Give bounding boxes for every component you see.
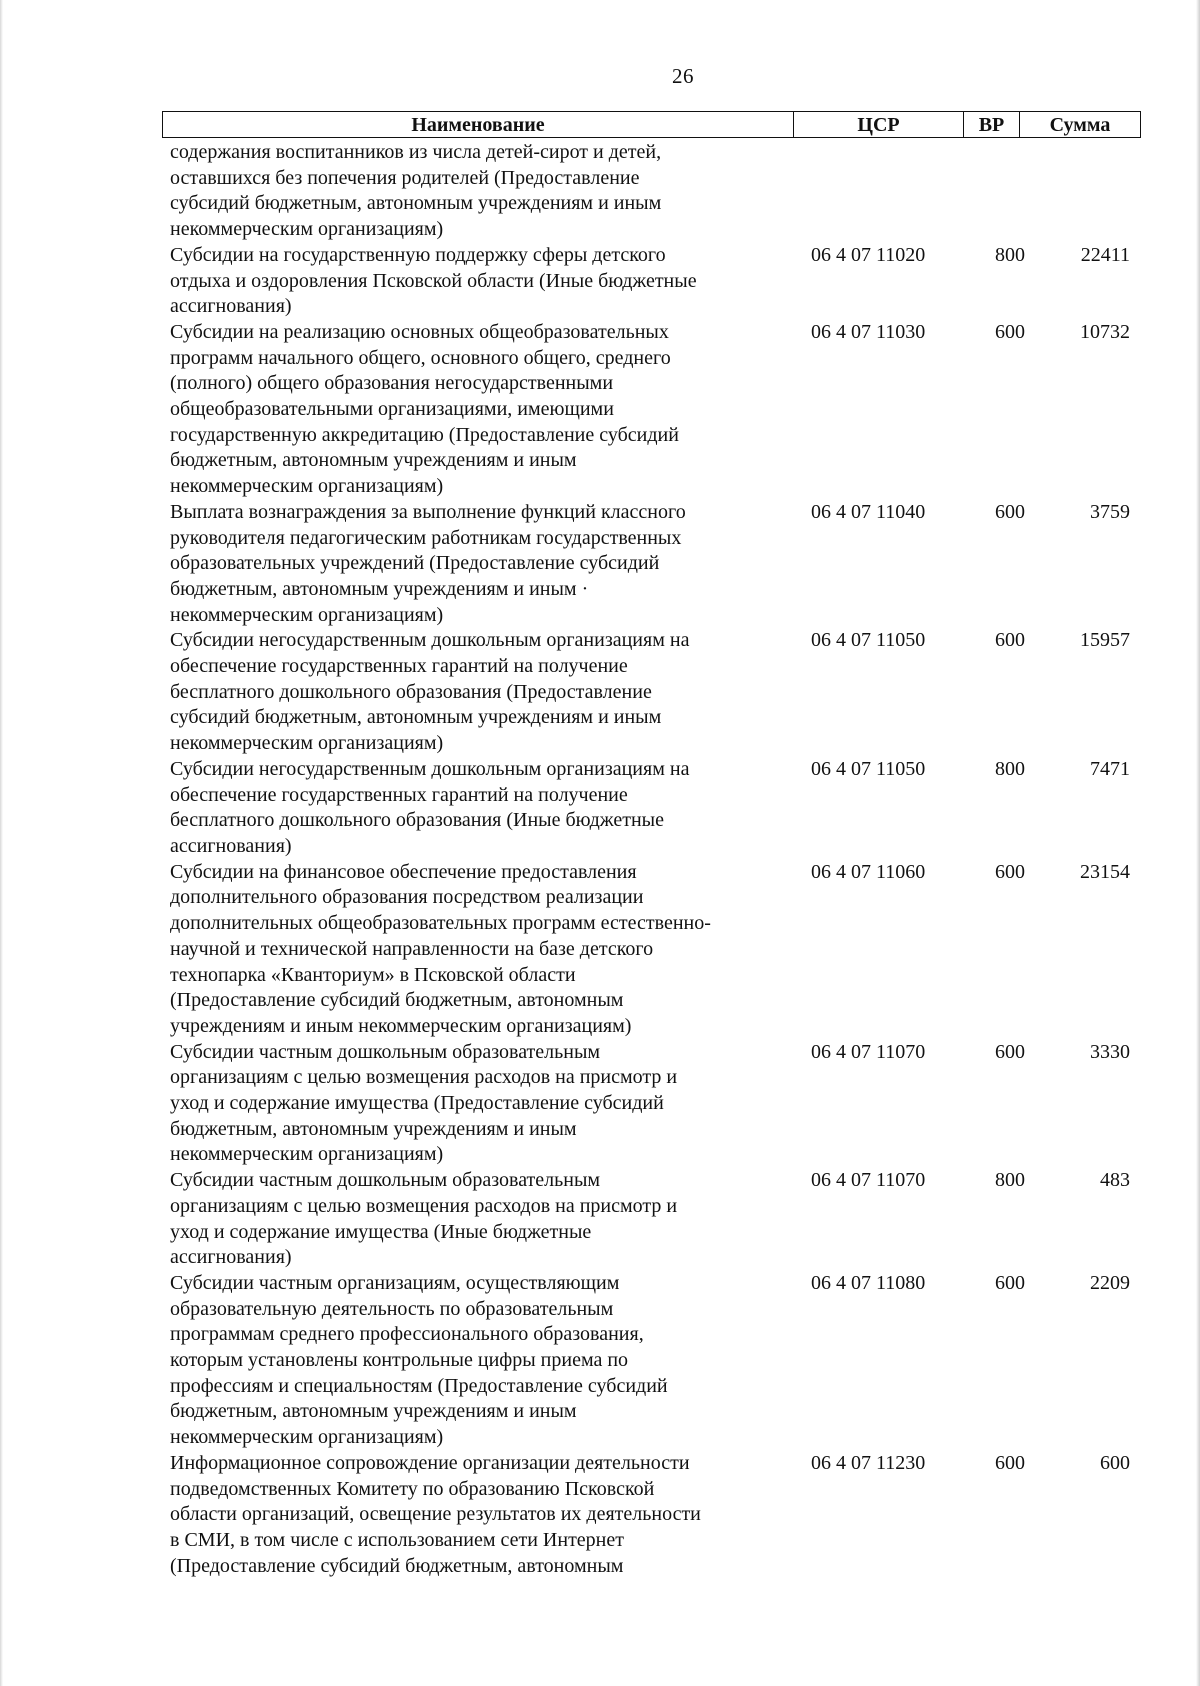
header-csr: ЦСР [794,112,964,137]
table-header [162,111,1141,138]
row-name: Выплата вознаграждения за выполнение функций классного руководителя педагогическим работникам государственных образовательных учреждений (Предоставление субсидий бюджетным, автономным учреждениям и иным · некоммерческим организациям) [170,500,686,626]
row-name: Субсидии на финансовое обеспечение предоставления дополнительного образования посредством реализации дополнительных общеобразовательных программ естественно- научной и технической направленности на базе детского технопарка «Кванториум» в Псковской области (Предоставление субсидий бюджетным, автономным учреждениям и иным некоммерческим организациям) [170,860,711,1037]
row-vr: 800 [995,1169,1025,1192]
table-row [170,757,1130,860]
table-row [170,243,1130,320]
header-sum: Сумма [1049,114,1111,136]
table-row [170,1168,1130,1271]
row-vr: 600 [995,860,1025,883]
row-vr: 600 [995,629,1025,652]
row-vr: 800 [995,757,1025,780]
row-name: Субсидии частным организациям, осуществляющим образовательную деятельность по образовательным программам среднего профессионального образования, которым установлены контрольные цифры приема по профессиям и специальностям (Предоставление субсидий бюджетным, автономным учреждениям и иным некоммерческим организациям) [170,1271,668,1449]
row-vr: 600 [995,1271,1025,1294]
row-name: Субсидии частным дошкольным образовательным организациям с целью возмещения расходов на присмотр и уход и содержание имущества (Предоставление субсидий бюджетным, автономным учреждениям и иным некоммерческим организациям) [170,1040,678,1166]
table-body [170,140,1130,1579]
row-sum: 15957 [1080,629,1130,652]
row-csr: 06 4 07 11230 [811,1451,926,1474]
header-vr: ВР [964,112,1020,137]
row-csr: 06 4 07 11050 [811,629,926,652]
table-row [170,1271,1130,1451]
row-csr: 06 4 07 11080 [811,1271,926,1294]
row-csr: 06 4 07 11020 [811,243,926,266]
row-sum: 22411 [1080,243,1130,266]
table-row [170,320,1130,500]
row-sum: 10732 [1080,320,1130,343]
table-row [170,500,1130,629]
row-vr: 600 [995,1451,1025,1474]
table-row [170,628,1130,757]
row-name: Субсидии негосударственным дошкольным организациям на обеспечение государственных гарантий на получение бесплатного дошкольного образования (Предоставление субсидий бюджетным, автономным учреждениям и иным некоммерческим организациям) [170,629,690,755]
row-vr: 800 [995,243,1025,266]
row-csr: 06 4 07 11070 [811,1040,926,1063]
row-sum: 23154 [1080,860,1130,883]
row-csr: 06 4 07 11030 [811,320,926,343]
scan-edge-right [1196,0,1200,1686]
row-sum: 3759 [1090,500,1130,523]
row-vr: 600 [995,320,1025,343]
table-row [170,140,1130,243]
row-name: Субсидии негосударственным дошкольным организациям на обеспечение государственных гарантий на получение бесплатного дошкольного образования (Иные бюджетные ассигнования) [170,757,690,857]
page-number: 26 [672,64,694,88]
row-name: содержания воспитанников из числа детей-сирот и детей, оставшихся без попечения родителей (Предоставление субсидий бюджетным, автономным учреждениям и иным некоммерческим организациям) [170,141,662,241]
row-csr: 06 4 07 11040 [811,500,926,523]
row-sum: 600 [1100,1451,1130,1474]
row-csr: 06 4 07 11050 [811,757,926,780]
table-row [170,860,1130,1040]
row-csr: 06 4 07 11060 [811,860,926,883]
row-vr: 600 [995,500,1025,523]
row-name: Информационное сопровождение организации деятельности подведомственных Комитету по образованию Псковской области организаций, освещение результатов их деятельности в СМИ, в том числе с использованием сети Интернет (Предоставление субсидий бюджетным, автономным [170,1451,701,1577]
row-name: Субсидии на государственную поддержку сферы детского отдыха и оздоровления Псковской области (Иные бюджетные ассигнования) [170,243,697,318]
table-row [170,1040,1130,1169]
row-sum: 483 [1100,1169,1130,1192]
table-row [170,1451,1130,1580]
row-name: Субсидии частным дошкольным образовательным организациям с целью возмещения расходов на присмотр и уход и содержание имущества (Иные бюджетные ассигнования) [170,1169,678,1269]
row-sum: 7471 [1090,757,1130,780]
row-vr: 600 [995,1040,1025,1063]
row-sum: 2209 [1090,1271,1130,1294]
row-name: Субсидии на реализацию основных общеобразовательных программ начального общего, основного общего, среднего (полного) общего образования негосударственными общеобразовательными организациями, имеющими государственную аккредитацию (Предоставление субсидий бюджетным, автономным учреждениям и иным некоммерческим организациям) [170,320,679,498]
header-name: Наименование [163,112,794,137]
row-csr: 06 4 07 11070 [811,1169,926,1192]
scan-edge-left [0,0,3,1686]
row-sum: 3330 [1090,1040,1130,1063]
